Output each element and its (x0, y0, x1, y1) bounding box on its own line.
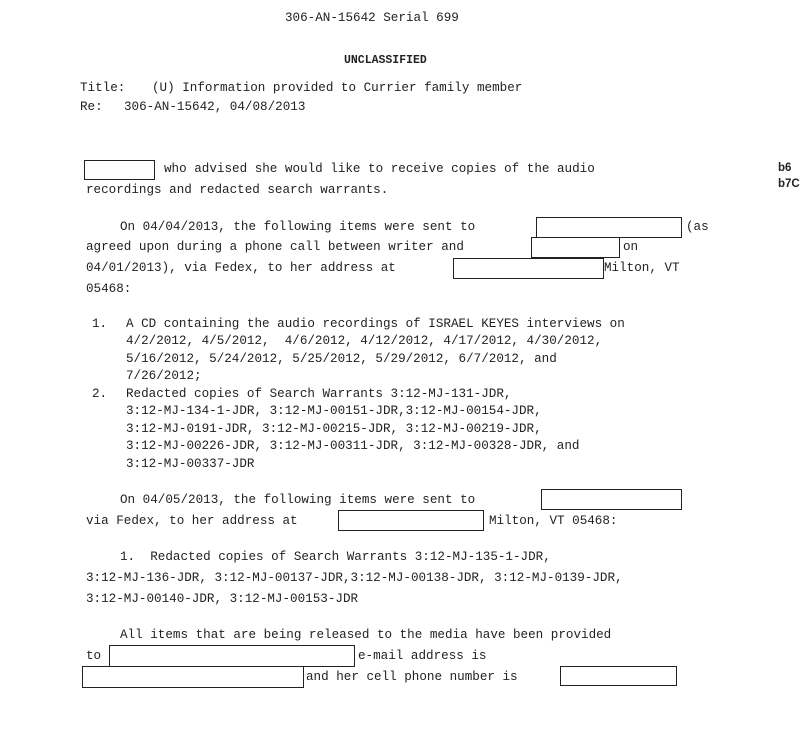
exemption-code-b7c: b7C (778, 178, 800, 190)
redaction-box (84, 160, 155, 180)
para4-line3: and her cell phone number is (306, 670, 518, 684)
list1-item2-line: 3:12-MJ-134-1-JDR, 3:12-MJ-00151-JDR,3:12-MJ-00154-JDR, (126, 404, 542, 418)
list2-line1: 1. Redacted copies of Search Warrants 3:12-MJ-135-1-JDR, (120, 550, 551, 564)
list1-item1-number: 1. (92, 317, 108, 331)
list1-item1-line: 4/2/2012, 4/5/2012, 4/6/2012, 4/12/2012, 4/17/2012, 4/30/2012, (126, 334, 603, 348)
para3-line2-end: Milton, VT 05468: (489, 514, 618, 528)
classification-marking: UNCLASSIFIED (344, 54, 427, 67)
exemption-code-b6: b6 (778, 162, 792, 174)
redaction-box (109, 645, 355, 667)
para2-line4: 05468: (86, 282, 132, 296)
para4-line2-end: e-mail address is (358, 649, 487, 663)
para2-line1-end: (as (686, 220, 709, 234)
title-value: (U) Information provided to Currier family member (152, 81, 523, 95)
list1-item1-line: 5/16/2012, 5/24/2012, 5/25/2012, 5/29/2012, 6/7/2012, and (126, 352, 557, 366)
para1-line1: who advised she would like to receive copies of the audio (164, 162, 595, 176)
list1-item2-line: 3:12-MJ-0191-JDR, 3:12-MJ-00215-JDR, 3:12-MJ-00219-JDR, (126, 422, 542, 436)
list1-item2-number: 2. (92, 387, 108, 401)
para2-line1: On 04/04/2013, the following items were sent to (120, 220, 476, 234)
para3-line2: via Fedex, to her address at (86, 514, 298, 528)
list1-item1-line: 7/26/2012; (126, 369, 202, 383)
list1-item2-line: 3:12-MJ-00226-JDR, 3:12-MJ-00311-JDR, 3:12-MJ-00328-JDR, and (126, 439, 580, 453)
list1-item2-line: Redacted copies of Search Warrants 3:12-MJ-131-JDR, (126, 387, 512, 401)
redaction-box (536, 217, 682, 238)
list1-item2-line: 3:12-MJ-00337-JDR (126, 457, 255, 471)
para4-line2-start: to (86, 649, 102, 663)
title-label: Title: (80, 81, 126, 95)
para2-line2-end: on (623, 240, 639, 254)
redaction-box (531, 237, 620, 258)
re-value: 306-AN-15642, 04/08/2013 (124, 100, 306, 114)
serial-line: 306-AN-15642 Serial 699 (285, 11, 459, 25)
para1-line2: recordings and redacted search warrants. (86, 183, 389, 197)
redaction-box (82, 666, 304, 688)
list2-line2: 3:12-MJ-136-JDR, 3:12-MJ-00137-JDR,3:12-MJ-00138-JDR, 3:12-MJ-0139-JDR, (86, 571, 623, 585)
para2-line3-end: Milton, VT (604, 261, 680, 275)
para3-line1: On 04/05/2013, the following items were sent to (120, 493, 476, 507)
redaction-box (541, 489, 682, 510)
list1-item1-line: A CD containing the audio recordings of ISRAEL KEYES interviews on (126, 317, 625, 331)
redaction-box (560, 666, 677, 686)
redaction-box (453, 258, 604, 279)
para4-line1: All items that are being released to the media have been provided (120, 628, 612, 642)
para2-line2: agreed upon during a phone call between writer and (86, 240, 464, 254)
re-label: Re: (80, 100, 103, 114)
list2-line3: 3:12-MJ-00140-JDR, 3:12-MJ-00153-JDR (86, 592, 359, 606)
para2-line3: 04/01/2013), via Fedex, to her address at (86, 261, 396, 275)
redaction-box (338, 510, 484, 531)
